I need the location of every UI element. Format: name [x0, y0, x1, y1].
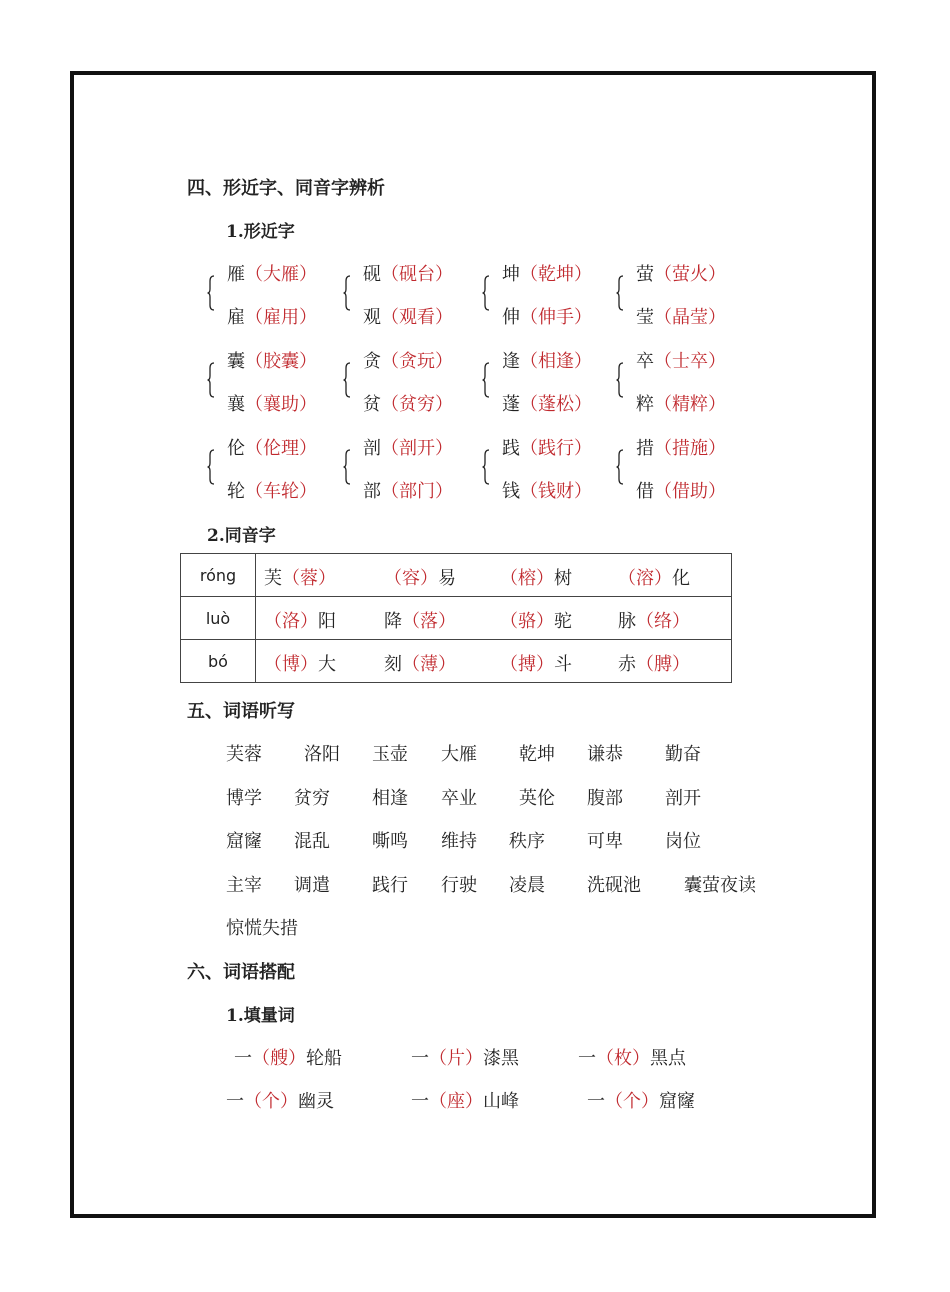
answer-word: （襄助）	[245, 394, 317, 415]
answer-word: （砚台）	[381, 264, 453, 285]
dictation-word: 相逢	[372, 788, 408, 809]
answer-word: （大雁）	[245, 264, 317, 285]
dictation-word: 洗砚池	[587, 875, 641, 896]
word-part: 化	[672, 568, 690, 589]
base-char: 观	[363, 307, 381, 328]
similar-char-item	[502, 260, 592, 286]
dictation-word: 勤奋	[665, 744, 701, 765]
base-char: 贫	[363, 394, 381, 415]
base-char: 粹	[636, 394, 654, 415]
measure-prefix: 一	[411, 1048, 429, 1069]
word-part: 大	[318, 654, 336, 675]
word-part: 降	[384, 611, 402, 632]
noun: 窟窿	[659, 1091, 695, 1112]
similar-char-item	[227, 477, 317, 503]
base-char: 囊	[227, 351, 245, 372]
section-5-title: 五、词语听写	[187, 701, 295, 722]
base-char: 砚	[363, 264, 381, 285]
similar-char-item	[636, 390, 726, 416]
word-part: 赤	[618, 654, 636, 675]
word-part: 芙	[264, 568, 282, 589]
answer-word: （蓬松）	[520, 394, 592, 415]
dictation-word: 秩序	[509, 831, 545, 852]
answer-char: （蓉）	[282, 568, 336, 589]
answer-word: （借助）	[654, 481, 726, 502]
homophone-item	[500, 650, 572, 676]
measure-prefix: 一	[587, 1091, 605, 1112]
answer-measure-word: （个）	[605, 1091, 659, 1112]
homophone-item	[500, 607, 572, 633]
measure-word-item	[411, 1087, 519, 1113]
brace-icon	[482, 449, 490, 485]
base-char: 坤	[502, 264, 520, 285]
homophone-item	[384, 650, 456, 676]
base-char: 莹	[636, 307, 654, 328]
base-char: 伦	[227, 438, 245, 459]
similar-char-item	[363, 390, 453, 416]
subsection-similar-chars-title: 1.形近字	[226, 222, 295, 242]
similar-char-item	[636, 347, 726, 373]
answer-word: （胶囊）	[245, 351, 317, 372]
measure-prefix: 一	[411, 1091, 429, 1112]
subsection-measure-words-title: 1.填量词	[226, 1006, 295, 1026]
measure-prefix: 一	[226, 1091, 244, 1112]
dictation-word: 践行	[372, 875, 408, 896]
base-char: 剖	[363, 438, 381, 459]
similar-char-item	[636, 303, 726, 329]
brace-icon	[343, 275, 351, 311]
brace-icon	[616, 449, 624, 485]
noun: 幽灵	[298, 1091, 334, 1112]
dictation-word: 英伦	[519, 788, 555, 809]
base-char: 贪	[363, 351, 381, 372]
answer-word: （雇用）	[245, 307, 317, 328]
dictation-word: 维持	[441, 831, 477, 852]
answer-char: （落）	[402, 611, 456, 632]
word-part: 易	[438, 568, 456, 589]
homophone-item	[384, 564, 456, 590]
answer-word: （精粹）	[654, 394, 726, 415]
answer-char: （博）	[264, 654, 318, 675]
table-row	[181, 554, 732, 597]
base-char: 伸	[502, 307, 520, 328]
measure-prefix: 一	[578, 1048, 596, 1069]
base-char: 践	[502, 438, 520, 459]
answer-word: （钱财）	[520, 481, 592, 502]
noun: 轮船	[306, 1048, 342, 1069]
brace-icon	[343, 449, 351, 485]
measure-word-item	[587, 1087, 695, 1113]
homophone-words-cell	[256, 554, 732, 597]
dictation-word: 主宰	[226, 875, 262, 896]
similar-char-item	[227, 390, 317, 416]
dictation-word: 腹部	[587, 788, 623, 809]
dictation-word: 贫穷	[294, 788, 330, 809]
similar-char-item	[227, 434, 317, 460]
answer-measure-word: （艘）	[252, 1048, 306, 1069]
answer-char: （容）	[384, 568, 438, 589]
dictation-word: 剖开	[665, 788, 701, 809]
homophone-words-cell	[256, 640, 732, 683]
similar-char-item	[363, 260, 453, 286]
pinyin-cell: bó	[181, 640, 256, 683]
base-char: 钱	[502, 481, 520, 502]
dictation-word: 调遣	[294, 875, 330, 896]
answer-word: （萤火）	[654, 264, 726, 285]
dictation-word: 岗位	[665, 831, 701, 852]
dictation-word: 洛阳	[304, 744, 340, 765]
brace-icon	[482, 362, 490, 398]
answer-word: （车轮）	[245, 481, 317, 502]
similar-char-item	[363, 347, 453, 373]
answer-word: （践行）	[520, 438, 592, 459]
base-char: 部	[363, 481, 381, 502]
measure-word-item	[234, 1044, 342, 1070]
similar-char-item	[636, 477, 726, 503]
measure-prefix: 一	[234, 1048, 252, 1069]
brace-icon	[343, 362, 351, 398]
answer-measure-word: （个）	[244, 1091, 298, 1112]
dictation-word: 混乱	[294, 831, 330, 852]
dictation-word: 行驶	[441, 875, 477, 896]
similar-char-item	[636, 260, 726, 286]
answer-measure-word: （片）	[429, 1048, 483, 1069]
base-char: 雇	[227, 307, 245, 328]
homophone-item	[264, 564, 336, 590]
base-char: 蓬	[502, 394, 520, 415]
word-part: 脉	[618, 611, 636, 632]
dictation-word: 大雁	[441, 744, 477, 765]
dictation-word: 乾坤	[519, 744, 555, 765]
answer-word: （伸手）	[520, 307, 592, 328]
answer-word: （观看）	[381, 307, 453, 328]
section-6-title: 六、词语搭配	[187, 962, 295, 983]
table-row	[181, 640, 732, 683]
brace-icon	[616, 362, 624, 398]
base-char: 轮	[227, 481, 245, 502]
similar-char-item	[227, 303, 317, 329]
answer-word: （部门）	[381, 481, 453, 502]
base-char: 萤	[636, 264, 654, 285]
base-char: 逢	[502, 351, 520, 372]
similar-char-item	[502, 390, 592, 416]
word-part: 刻	[384, 654, 402, 675]
measure-word-item	[411, 1044, 519, 1070]
dictation-word: 博学	[226, 788, 262, 809]
similar-char-item	[502, 434, 592, 460]
noun: 山峰	[483, 1091, 519, 1112]
word-part: 驼	[554, 611, 572, 632]
word-part: 斗	[554, 654, 572, 675]
homophone-item	[618, 564, 690, 590]
measure-word-item	[226, 1087, 334, 1113]
answer-char: （薄）	[402, 654, 456, 675]
dictation-word: 嘶鸣	[372, 831, 408, 852]
homophone-item	[618, 650, 690, 676]
dictation-word: 玉壶	[372, 744, 408, 765]
answer-char: （洛）	[264, 611, 318, 632]
brace-icon	[482, 275, 490, 311]
brace-icon	[207, 449, 215, 485]
homophone-item	[384, 607, 456, 633]
base-char: 雁	[227, 264, 245, 285]
base-char: 措	[636, 438, 654, 459]
answer-word: （剖开）	[381, 438, 453, 459]
answer-char: （膊）	[636, 654, 690, 675]
measure-word-item	[578, 1044, 686, 1070]
similar-char-item	[227, 260, 317, 286]
brace-icon	[616, 275, 624, 311]
pinyin-cell: luò	[181, 597, 256, 640]
similar-char-item	[227, 347, 317, 373]
table-row	[181, 597, 732, 640]
homophone-item	[618, 607, 690, 633]
answer-char: （络）	[636, 611, 690, 632]
answer-word: （贫穷）	[381, 394, 453, 415]
base-char: 襄	[227, 394, 245, 415]
section-4-title: 四、形近字、同音字辨析	[187, 178, 385, 199]
dictation-word: 惊慌失措	[226, 918, 298, 939]
similar-char-item	[502, 477, 592, 503]
answer-char: （骆）	[500, 611, 554, 632]
dictation-word: 窟窿	[226, 831, 262, 852]
homophone-item	[500, 564, 572, 590]
pinyin-cell: róng	[181, 554, 256, 597]
similar-char-item	[363, 434, 453, 460]
brace-icon	[207, 362, 215, 398]
similar-char-item	[636, 434, 726, 460]
answer-word: （伦理）	[245, 438, 317, 459]
subsection-homophones-title: 2.同音字	[207, 526, 276, 546]
base-char: 借	[636, 481, 654, 502]
homophone-item	[264, 650, 336, 676]
answer-word: （贪玩）	[381, 351, 453, 372]
answer-word: （相逢）	[520, 351, 592, 372]
dictation-word: 卒业	[441, 788, 477, 809]
answer-word: （士卒）	[654, 351, 726, 372]
answer-measure-word: （枚）	[596, 1048, 650, 1069]
base-char: 卒	[636, 351, 654, 372]
answer-word: （晶莹）	[654, 307, 726, 328]
dictation-word: 囊萤夜读	[684, 875, 756, 896]
brace-icon	[207, 275, 215, 311]
dictation-word: 芙蓉	[226, 744, 262, 765]
homophone-item	[264, 607, 336, 633]
answer-char: （搏）	[500, 654, 554, 675]
similar-char-item	[502, 347, 592, 373]
similar-char-item	[363, 303, 453, 329]
dictation-word: 谦恭	[587, 744, 623, 765]
homophone-words-cell	[256, 597, 732, 640]
noun: 漆黑	[483, 1048, 519, 1069]
dictation-word: 可卑	[587, 831, 623, 852]
answer-measure-word: （座）	[429, 1091, 483, 1112]
dictation-word: 凌晨	[509, 875, 545, 896]
word-part: 阳	[318, 611, 336, 632]
similar-char-item	[502, 303, 592, 329]
noun: 黑点	[650, 1048, 686, 1069]
answer-word: （措施）	[654, 438, 726, 459]
answer-char: （榕）	[500, 568, 554, 589]
similar-char-item	[363, 477, 453, 503]
word-part: 树	[554, 568, 572, 589]
homophone-table	[180, 553, 732, 683]
answer-char: （溶）	[618, 568, 672, 589]
answer-word: （乾坤）	[520, 264, 592, 285]
